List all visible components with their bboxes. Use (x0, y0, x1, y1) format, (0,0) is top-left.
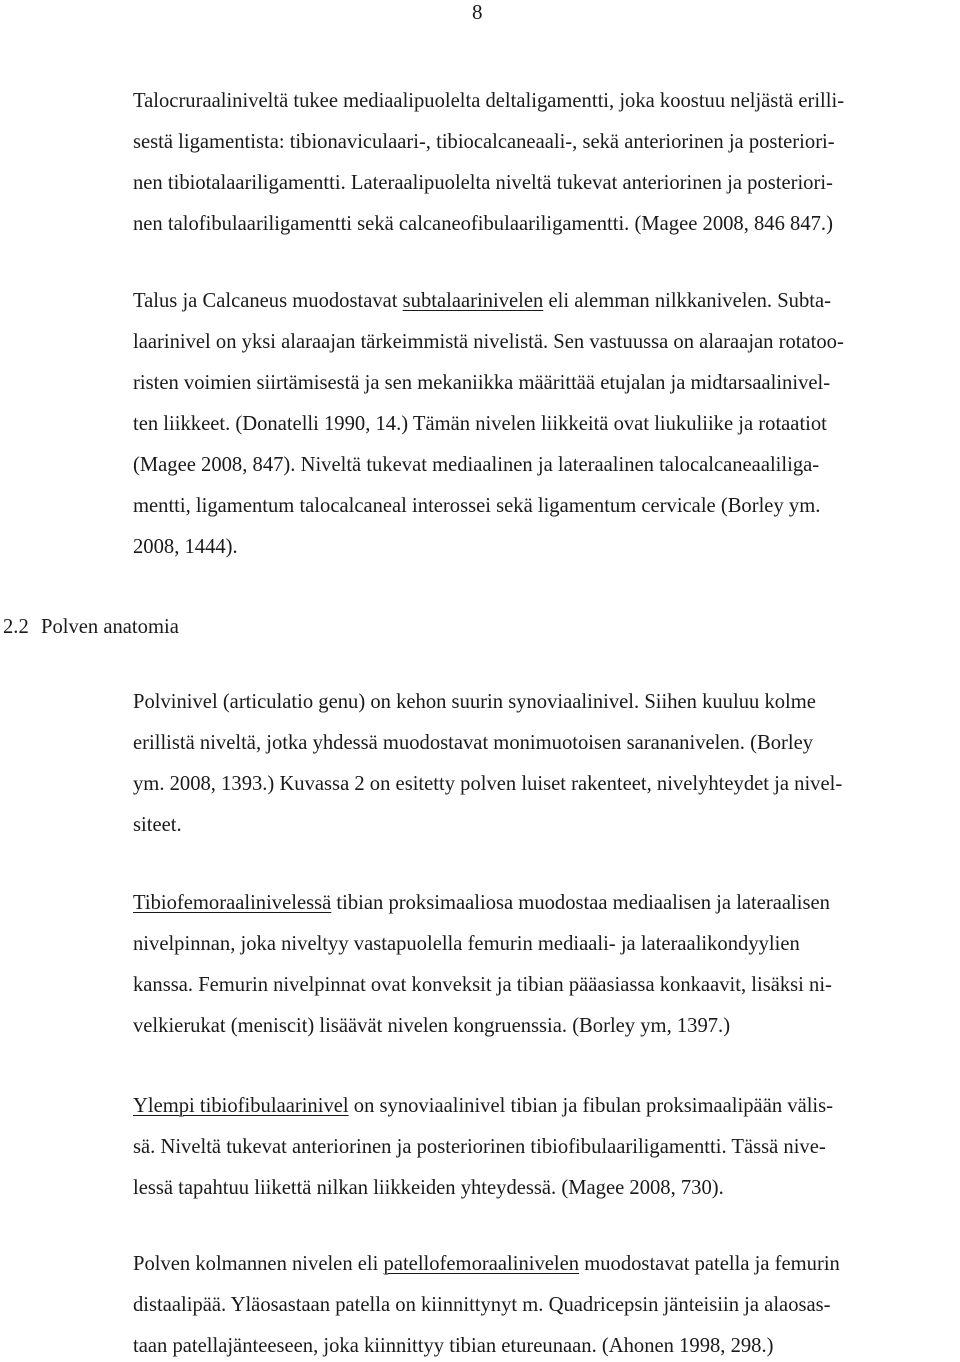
text-segment: tibian proksimaaliosa muodostaa mediaalisen ja lateraalisen (331, 892, 830, 914)
paragraph-6-line-3: taan patellajänteeseen, joka kiinnittyy tibian etureunaan. (Ahonen 1998, 298.) (133, 1335, 774, 1357)
paragraph-1-line-2: sestä ligamentista: tibionaviculaari-, tibiocalcaneaali-, sekä anteriorinen ja posteriori- (133, 131, 835, 153)
paragraph-4-line-4: velkierukat (meniscit) lisäävät nivelen kongruenssia. (Borley ym, 1397.) (133, 1015, 731, 1037)
paragraph-3-line-4: siteet. (133, 814, 182, 836)
text-segment: muodostavat patella ja femurin (579, 1253, 840, 1275)
paragraph-2-line-7: 2008, 1444). (133, 536, 238, 558)
paragraph-6-line-2: distaalipää. Yläosastaan patella on kiinnittynyt m. Quadricepsin jänteisiin ja alaosas- (133, 1294, 831, 1316)
term-tibiofemoraalinivel: Tibiofemoraalinivelessä (133, 892, 332, 914)
term-subtalaarinivel: subtalaarinivelen (402, 290, 544, 312)
text-segment: eli alemman nilkkanivelen. Subta- (543, 290, 831, 312)
section-number: 2.2 (3, 616, 29, 638)
paragraph-3-line-3: ym. 2008, 1393.) Kuvassa 2 on esitetty polven luiset rakenteet, nivelyhteydet ja nivel- (133, 773, 843, 795)
text-segment: Talus ja Calcaneus muodostavat (133, 290, 403, 312)
paragraph-3-line-1: Polvinivel (articulatio genu) on kehon suurin synoviaalinivel. Siihen kuuluu kolme (133, 691, 816, 713)
paragraph-2-line-3: risten voimien siirtämisestä ja sen mekaniikka määrittää etujalan ja midtarsaalinivel- (133, 372, 831, 394)
paragraph-1-line-3: nen tibiotalaariligamentti. Lateraalipuolelta niveltä tukevat anteriorinen ja posteriori- (133, 172, 833, 194)
paragraph-2-line-4: ten liikkeet. (Donatelli 1990, 14.) Tämän nivelen liikkeitä ovat liukuliike ja rotaatiot (133, 413, 827, 435)
paragraph-5-line-1 (133, 1094, 833, 1118)
paragraph-2-line-6: mentti, ligamentum talocalcaneal interossei sekä ligamentum cervicale (Borley ym. (133, 495, 821, 517)
paragraph-2-line-1 (133, 289, 831, 313)
term-patellofemoraalinivel: patellofemoraalinivelen (383, 1253, 580, 1275)
paragraph-6-line-1 (133, 1252, 840, 1276)
paragraph-5-line-3: lessä tapahtuu liikettä nilkan liikkeiden yhteydessä. (Magee 2008, 730). (133, 1177, 724, 1199)
text-segment: Polven kolmannen nivelen eli (133, 1253, 384, 1275)
page-number: 8 (472, 0, 483, 24)
paragraph-4-line-1 (133, 891, 830, 915)
paragraph-5-line-2: sä. Niveltä tukevat anteriorinen ja posteriorinen tibiofibulaariligamentti. Tässä nive- (133, 1136, 826, 1158)
paragraph-4-line-2: nivelpinnan, joka niveltyy vastapuolella femurin mediaali- ja lateraalikondyylien (133, 933, 800, 955)
section-title: Polven anatomia (41, 616, 179, 638)
term-ylempi-tibiofibulaarinivel: Ylempi tibiofibulaarinivel (133, 1095, 349, 1117)
paragraph-1-line-1: Talocruraaliniveltä tukee mediaalipuolelta deltaligamentti, joka koostuu neljästä erilli- (133, 90, 845, 112)
paragraph-4-line-3: kanssa. Femurin nivelpinnat ovat konveksit ja tibian pääasiassa konkaavit, lisäksi ni- (133, 974, 832, 996)
paragraph-2-line-5: (Magee 2008, 847). Niveltä tukevat mediaalinen ja lateraalinen talocalcaneaaliliga- (133, 454, 820, 476)
paragraph-3-line-2: erillistä niveltä, jotka yhdessä muodostavat monimuotoisen sarananivelen. (Borley (133, 732, 814, 754)
paragraph-1-line-4: nen talofibulaariligamentti sekä calcaneofibulaariligamentti. (Magee 2008, 846 847.) (133, 213, 833, 235)
paragraph-2-line-2: laarinivel on yksi alaraajan tärkeimmistä nivelistä. Sen vastuussa on alaraajan rotatoo- (133, 331, 844, 353)
section-heading (3, 615, 179, 639)
text-segment: on synoviaalinivel tibian ja fibulan proksimaalipään välis- (348, 1095, 834, 1117)
